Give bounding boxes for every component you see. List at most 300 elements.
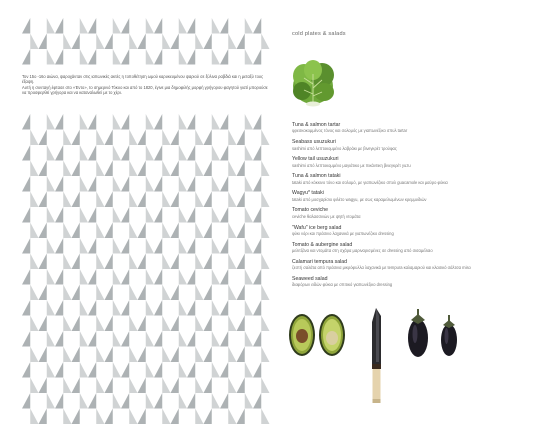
menu-item-description: διαφόρων ειδών φύκια με σπιτικό γιαπωνέζικο dressing [292, 282, 393, 288]
pattern-triangle [187, 269, 195, 285]
pattern-triangle [88, 207, 96, 223]
pattern-triangle [88, 114, 96, 130]
pattern-triangle [39, 285, 47, 301]
pattern-triangle [113, 207, 121, 223]
pattern-triangle [39, 34, 47, 50]
pattern-triangle [63, 130, 71, 146]
pattern-triangle [237, 34, 245, 50]
pattern-triangle [245, 18, 253, 34]
pattern-triangle [121, 331, 129, 347]
pattern-triangle [121, 207, 129, 223]
pattern-triangle [187, 238, 195, 254]
pattern-triangle [80, 331, 88, 347]
pattern-triangle [105, 34, 113, 50]
pattern-triangle [55, 331, 63, 347]
pattern-triangle [121, 300, 129, 316]
pattern-triangle [22, 18, 30, 34]
pattern-triangle [129, 316, 137, 332]
pattern-triangle [253, 207, 261, 223]
pattern-triangle [121, 176, 129, 192]
section-title: cold plates & salads [292, 31, 346, 37]
pattern-triangle [63, 316, 71, 332]
menu-item-name: Calamari tempura salad [292, 258, 348, 265]
pattern-triangle [162, 316, 170, 332]
menu-item-name: Tuna & salmon tartar [292, 122, 341, 128]
pattern-triangle [22, 207, 30, 223]
pattern-triangle [121, 269, 129, 285]
pattern-triangle [63, 409, 71, 425]
pattern-triangle [55, 114, 63, 130]
pattern-triangle [88, 238, 96, 254]
pattern-triangle [96, 347, 104, 363]
pattern-triangle [121, 49, 129, 65]
pattern-triangle [80, 393, 88, 409]
pattern-triangle [22, 393, 30, 409]
pattern-triangle [138, 347, 146, 363]
pattern-triangle [105, 161, 113, 177]
pattern-triangle [39, 409, 47, 425]
pattern-triangle [245, 331, 253, 347]
pattern-triangle [195, 378, 203, 394]
pattern-triangle [22, 300, 30, 316]
pattern-triangle [195, 316, 203, 332]
pattern-triangle [22, 49, 30, 65]
pattern-triangle [138, 223, 146, 239]
pattern-triangle [88, 362, 96, 378]
pattern-triangle [47, 393, 55, 409]
pattern-triangle [72, 254, 80, 270]
pattern-triangle [146, 176, 154, 192]
pattern-triangle [30, 161, 38, 177]
pattern-triangle [55, 300, 63, 316]
pattern-triangle [30, 130, 38, 146]
pattern-triangle [30, 223, 38, 239]
pattern-triangle [179, 269, 187, 285]
pattern-triangle [80, 145, 88, 161]
pattern-triangle [204, 223, 212, 239]
pattern-triangle [47, 362, 55, 378]
pattern-triangle [88, 176, 96, 192]
pattern-triangle [154, 269, 162, 285]
pattern-triangle [30, 316, 38, 332]
pattern-triangle [80, 176, 88, 192]
pattern-triangle [47, 114, 55, 130]
menu-item-description: tataki από μοσχαρίσιο φιλέτο wagyu, με σως καραμελωμένων κρεμμυδιών [292, 196, 427, 202]
menu-item-description: sashimi από λεπτοκομμένο λαβράκι με βινεγκρέτ τρούφας [292, 145, 397, 151]
pattern-triangle [47, 49, 55, 65]
pattern-triangle [72, 347, 80, 363]
pattern-triangle [237, 347, 245, 363]
pattern-triangle [253, 269, 261, 285]
pattern-triangle [179, 145, 187, 161]
menu-item [292, 242, 532, 259]
pattern-triangle [228, 223, 236, 239]
pattern-triangle [146, 269, 154, 285]
pattern-triangle [237, 161, 245, 177]
pattern-triangle [96, 161, 104, 177]
pattern-triangle [171, 223, 179, 239]
pattern-triangle [146, 114, 154, 130]
pattern-triangle [129, 378, 137, 394]
menu-item-description: φρεσκοκομμένος τόνος και σολομός με γιαπωνέζικο σπυλ tartar [292, 128, 408, 134]
pattern-triangle [212, 207, 220, 223]
pattern-triangle [220, 114, 228, 130]
pattern-triangle [146, 145, 154, 161]
pattern-triangle [72, 378, 80, 394]
pattern-triangle [154, 145, 162, 161]
pattern-triangle [245, 49, 253, 65]
pattern-triangle [212, 300, 220, 316]
pattern-triangle [261, 316, 269, 332]
lettuce-icon [290, 56, 336, 108]
pattern-triangle [220, 269, 228, 285]
pattern-triangle [212, 331, 220, 347]
pattern-triangle [228, 192, 236, 208]
pattern-triangle [72, 161, 80, 177]
pattern-triangle [80, 114, 88, 130]
pattern-triangle [63, 347, 71, 363]
menu-item [292, 276, 532, 293]
pattern-triangle [245, 207, 253, 223]
pattern-triangle [220, 207, 228, 223]
pattern-triangle [179, 207, 187, 223]
pattern-triangle [113, 269, 121, 285]
pattern-triangle [162, 409, 170, 425]
pattern-triangle [237, 223, 245, 239]
pattern-triangle [55, 145, 63, 161]
pattern-triangle [162, 254, 170, 270]
pattern-triangle [55, 207, 63, 223]
pattern-triangle [129, 34, 137, 50]
pattern-triangle [212, 49, 220, 65]
pattern-triangle [96, 192, 104, 208]
pattern-triangle [72, 192, 80, 208]
pattern-triangle [138, 254, 146, 270]
pattern-triangle [171, 130, 179, 146]
pattern-triangle [96, 254, 104, 270]
pattern-triangle [204, 34, 212, 50]
pattern-triangle [228, 130, 236, 146]
pattern-triangle [113, 362, 121, 378]
pattern-triangle [212, 238, 220, 254]
pattern-triangle [179, 114, 187, 130]
pattern-triangle [171, 254, 179, 270]
pattern-triangle [245, 176, 253, 192]
pattern-triangle [245, 269, 253, 285]
menu-item-name: Tuna & salmon tataki [292, 173, 341, 180]
pattern-triangle [253, 300, 261, 316]
pattern-triangle [129, 409, 137, 425]
pattern-triangle [55, 393, 63, 409]
pattern-triangle [171, 347, 179, 363]
pattern-triangle [129, 285, 137, 301]
pattern-triangle [228, 161, 236, 177]
pattern-triangle [55, 362, 63, 378]
knife-icon [366, 306, 386, 406]
pattern-triangle [138, 285, 146, 301]
pattern-triangle [162, 223, 170, 239]
pattern-triangle [154, 300, 162, 316]
pattern-triangle [220, 145, 228, 161]
menu-item-name: Seabass usuzukuri [292, 139, 336, 146]
pattern-triangle [39, 347, 47, 363]
pattern-triangle [228, 34, 236, 50]
pattern-triangle [63, 34, 71, 50]
pattern-triangle [55, 49, 63, 65]
menu-item-name: Tomato & aubergine salad [292, 241, 353, 248]
pattern-triangle [121, 393, 129, 409]
menu-item-description: ceviche θαλασσινών με ψητή ντομάτα [292, 213, 361, 219]
pattern-triangle [154, 331, 162, 347]
pattern-triangle [261, 34, 269, 50]
pattern-triangle [39, 316, 47, 332]
triangle-pattern-top [0, 18, 272, 65]
pattern-triangle [154, 393, 162, 409]
pattern-triangle [171, 378, 179, 394]
pattern-triangle [39, 192, 47, 208]
pattern-triangle [237, 130, 245, 146]
pattern-triangle [228, 409, 236, 425]
pattern-triangle [47, 145, 55, 161]
pattern-triangle [80, 207, 88, 223]
pattern-triangle [55, 18, 63, 34]
pattern-triangle [204, 316, 212, 332]
pattern-triangle [55, 238, 63, 254]
pattern-triangle [195, 161, 203, 177]
pattern-triangle [96, 34, 104, 50]
pattern-triangle [195, 409, 203, 425]
triangle-pattern-bottom [0, 114, 272, 432]
pattern-triangle [113, 145, 121, 161]
pattern-triangle [47, 176, 55, 192]
pattern-triangle [204, 192, 212, 208]
pattern-triangle [88, 393, 96, 409]
pattern-triangle [105, 378, 113, 394]
pattern-triangle [105, 316, 113, 332]
pattern-triangle [47, 238, 55, 254]
pattern-triangle [113, 300, 121, 316]
pattern-triangle [105, 192, 113, 208]
pattern-triangle [80, 238, 88, 254]
pattern-triangle [220, 49, 228, 65]
pattern-triangle [105, 285, 113, 301]
pattern-triangle [80, 300, 88, 316]
pattern-triangle [162, 347, 170, 363]
pattern-triangle [261, 161, 269, 177]
pattern-triangle [245, 362, 253, 378]
pattern-triangle [39, 254, 47, 270]
pattern-triangle [245, 145, 253, 161]
pattern-triangle [121, 238, 129, 254]
pattern-triangle [261, 223, 269, 239]
pattern-triangle [96, 223, 104, 239]
pattern-triangle [204, 254, 212, 270]
pattern-triangle [121, 18, 129, 34]
pattern-triangle [96, 316, 104, 332]
pattern-triangle [47, 300, 55, 316]
pattern-triangle [96, 285, 104, 301]
pattern-triangle [162, 34, 170, 50]
pattern-triangle [204, 409, 212, 425]
pattern-triangle [261, 378, 269, 394]
pattern-triangle [220, 393, 228, 409]
pattern-triangle [55, 176, 63, 192]
menu-item [292, 173, 532, 190]
pattern-triangle [204, 130, 212, 146]
menu-item-name: Seaweed salad [292, 275, 328, 282]
pattern-triangle [72, 409, 80, 425]
pattern-triangle [171, 316, 179, 332]
menu-item-name: "Wafu" ice berg salad [292, 224, 342, 231]
pattern-triangle [88, 145, 96, 161]
pattern-triangle [22, 176, 30, 192]
pattern-triangle [237, 254, 245, 270]
pattern-triangle [22, 331, 30, 347]
pattern-triangle [162, 378, 170, 394]
pattern-triangle [129, 192, 137, 208]
pattern-triangle [154, 18, 162, 34]
pattern-triangle [47, 18, 55, 34]
pattern-triangle [228, 285, 236, 301]
pattern-triangle [138, 378, 146, 394]
pattern-triangle [212, 176, 220, 192]
pattern-triangle [88, 300, 96, 316]
pattern-triangle [105, 254, 113, 270]
pattern-triangle [228, 378, 236, 394]
pattern-triangle [39, 161, 47, 177]
pattern-triangle [187, 114, 195, 130]
pattern-triangle [30, 378, 38, 394]
pattern-triangle [105, 223, 113, 239]
pattern-triangle [30, 254, 38, 270]
pattern-triangle [220, 238, 228, 254]
pattern-triangle [47, 269, 55, 285]
menu-item-name: Tomato ceviche [292, 207, 329, 214]
pattern-triangle [138, 161, 146, 177]
pattern-triangle [261, 130, 269, 146]
pattern-triangle [80, 49, 88, 65]
pattern-triangle [204, 347, 212, 363]
pattern-triangle [121, 145, 129, 161]
pattern-triangle [30, 409, 38, 425]
menu-item [292, 122, 532, 139]
pattern-triangle [55, 269, 63, 285]
pattern-triangle [253, 393, 261, 409]
pattern-triangle [63, 161, 71, 177]
pattern-triangle [113, 176, 121, 192]
pattern-triangle [237, 316, 245, 332]
pattern-triangle [96, 378, 104, 394]
pattern-triangle [121, 362, 129, 378]
pattern-triangle [179, 331, 187, 347]
pattern-triangle [88, 269, 96, 285]
pattern-triangle [187, 331, 195, 347]
pattern-triangle [179, 238, 187, 254]
pattern-triangle [179, 393, 187, 409]
pattern-triangle [220, 18, 228, 34]
pattern-triangle [179, 300, 187, 316]
eggplant-icon [402, 308, 462, 360]
pattern-triangle [245, 393, 253, 409]
pattern-triangle [245, 114, 253, 130]
menu-item [292, 139, 532, 156]
pattern-triangle [47, 207, 55, 223]
pattern-triangle [105, 347, 113, 363]
pattern-triangle [171, 34, 179, 50]
pattern-triangle [22, 269, 30, 285]
pattern-triangle [253, 238, 261, 254]
pattern-triangle [113, 49, 121, 65]
pattern-triangle [179, 18, 187, 34]
pattern-triangle [245, 300, 253, 316]
pattern-triangle [80, 18, 88, 34]
pattern-triangle [154, 238, 162, 254]
pattern-triangle [88, 18, 96, 34]
pattern-triangle [146, 18, 154, 34]
pattern-triangle [146, 49, 154, 65]
pattern-triangle [253, 49, 261, 65]
pattern-triangle [138, 192, 146, 208]
pattern-triangle [162, 130, 170, 146]
pattern-triangle [88, 331, 96, 347]
avocado-icon [286, 310, 350, 360]
pattern-triangle [212, 362, 220, 378]
pattern-triangle [195, 347, 203, 363]
pattern-triangle [187, 49, 195, 65]
pattern-triangle [72, 130, 80, 146]
menu-item-description: φύκι νόρι και πράσινο λαχανικά με γιαπωνέζικο dressing [292, 230, 394, 236]
pattern-triangle [187, 300, 195, 316]
pattern-triangle [195, 223, 203, 239]
intro-paragraph-2: Αυτή η συνταγή έφτασε στο «Έντο», το σημερινό Τόκυο και από το 1820, έγινε μια δημοφιλής μορφή γρήγορου φαγητού γιατί μπορούσε να προσφερθεί γρήγορα και να καταναλωθεί με το χέρι. [22, 84, 268, 96]
pattern-triangle [162, 161, 170, 177]
menu-list [292, 122, 532, 293]
pattern-triangle [63, 378, 71, 394]
pattern-triangle [237, 192, 245, 208]
pattern-triangle [47, 331, 55, 347]
pattern-triangle [129, 223, 137, 239]
menu-item-description: sashimi από λεπτοκομμένο μαγιάτικο με πικάντικη βινεγκρέτ yuzu [292, 162, 411, 168]
pattern-triangle [195, 285, 203, 301]
pattern-triangle [113, 18, 121, 34]
pattern-triangle [228, 316, 236, 332]
pattern-triangle [204, 161, 212, 177]
pattern-triangle [113, 238, 121, 254]
intro-paragraph-1: Τον 15ο -16ο αιώνα, ψαροχάνταν στις ιαπωνικές ακτές η τοποθέτηση ωμού καρυκευμένου ψαριού σε ξύλινα ραβδιά και η μεταξύ τους έξαψη. [22, 74, 264, 85]
menu-item [292, 190, 532, 207]
pattern-triangle [138, 409, 146, 425]
pattern-triangle [171, 161, 179, 177]
pattern-triangle [22, 114, 30, 130]
pattern-triangle [253, 331, 261, 347]
menu-item-description: ζεστή σαλάτα από πράσινα μικρόφυλλα λαχανικά με tempura καλαμαριού και κλασικό σάλτσα miso [292, 265, 471, 271]
pattern-triangle [146, 238, 154, 254]
pattern-triangle [220, 300, 228, 316]
pattern-triangle [129, 254, 137, 270]
pattern-triangle [138, 34, 146, 50]
pattern-triangle [113, 114, 121, 130]
pattern-triangle [39, 130, 47, 146]
menu-item [292, 225, 532, 242]
pattern-triangle [129, 161, 137, 177]
pattern-triangle [121, 114, 129, 130]
pattern-triangle [212, 145, 220, 161]
pattern-triangle [146, 207, 154, 223]
pattern-triangle [105, 409, 113, 425]
pattern-triangle [253, 176, 261, 192]
pattern-triangle [80, 362, 88, 378]
menu-item [292, 156, 532, 173]
